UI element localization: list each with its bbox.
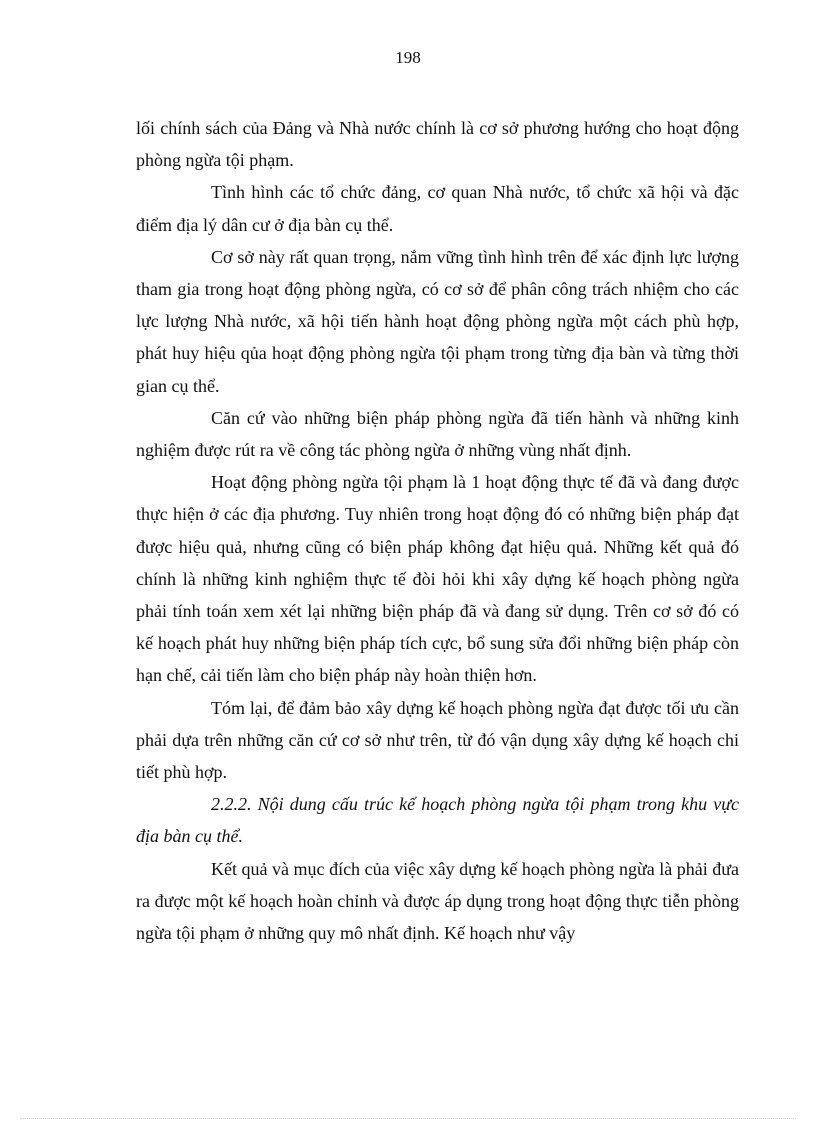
page-number: 198 bbox=[395, 48, 421, 67]
paragraph-importance: Cơ sở này rất quan trọng, nắm vững tình hình trên để xác định lực lượng tham gia trong hoạt động phòng ngừa, có cơ sở để phân công trách nhiệm cho các lực lượng Nhà nước, xã hội tiến hành hoạt động phòng ngừa một cách phù hợp, phát huy hiệu qủa hoạt động phòng ngừa tội phạm trong từng địa bàn và từng thời gian cụ thể. bbox=[136, 246, 739, 396]
section-heading: 2.2.2. Nội dung cấu trúc kế hoạch phòng ngừa tội phạm trong khu vực địa bàn cụ thể. bbox=[136, 794, 739, 847]
paragraph-prevention-measures: Căn cứ vào những biện pháp phòng ngừa đã tiến hành và những kinh nghiệm được rút ra về công tác phòng ngừa ở những vùng nhất định. bbox=[136, 407, 739, 461]
paragraph-practical-experience: Hoạt động phòng ngừa tội phạm là 1 hoạt động thực tế đã và đang được thực hiện ở các địa phương. Tuy nhiên trong hoạt động đó có những biện pháp đạt được hiệu quả, nhưng cũng có biện pháp không đạt hiệu quả. Những kết quả đó chính là những kinh nghiệm thực tế đòi hỏi khi xây dựng kế hoạch phòng ngừa phải tính toán xem xét lại những biện pháp đã và đang sử dụng. Trên cơ sở đó có kế hoạch phát huy những biện pháp tích cực, bổ sung sửa đổi những biện pháp còn hạn chế, cải tiến làm cho biện pháp này hoàn thiện hơn. bbox=[136, 472, 739, 686]
paragraph-summary: Tóm lại, để đảm bảo xây dựng kế hoạch phòng ngừa đạt được tối ưu cần phải dựa trên những căn cứ cơ sở như trên, từ đó vận dụng xây dựng kế hoạch chi tiết phù hợp. bbox=[136, 697, 739, 783]
paragraph-results-purpose: Kết quả và mục đích của việc xây dựng kế hoạch phòng ngừa là phải đưa ra được một kế hoạch hoàn chỉnh và được áp dụng trong hoạt động thực tiễn phòng ngừa tội phạm ở những quy mô nhất định. Kế hoạch như vậy bbox=[136, 858, 739, 944]
body-text bbox=[136, 112, 739, 949]
paragraph-organizations: Tình hình các tổ chức đảng, cơ quan Nhà nước, tổ chức xã hội và đặc điểm địa lý dân cư ở địa bàn cụ thể. bbox=[136, 182, 739, 235]
paragraph-continuation: lối chính sách của Đảng và Nhà nước chính là cơ sở phương hướng cho hoạt động phòng ngừa tội phạm. bbox=[136, 118, 739, 171]
footer-divider bbox=[20, 1118, 796, 1119]
